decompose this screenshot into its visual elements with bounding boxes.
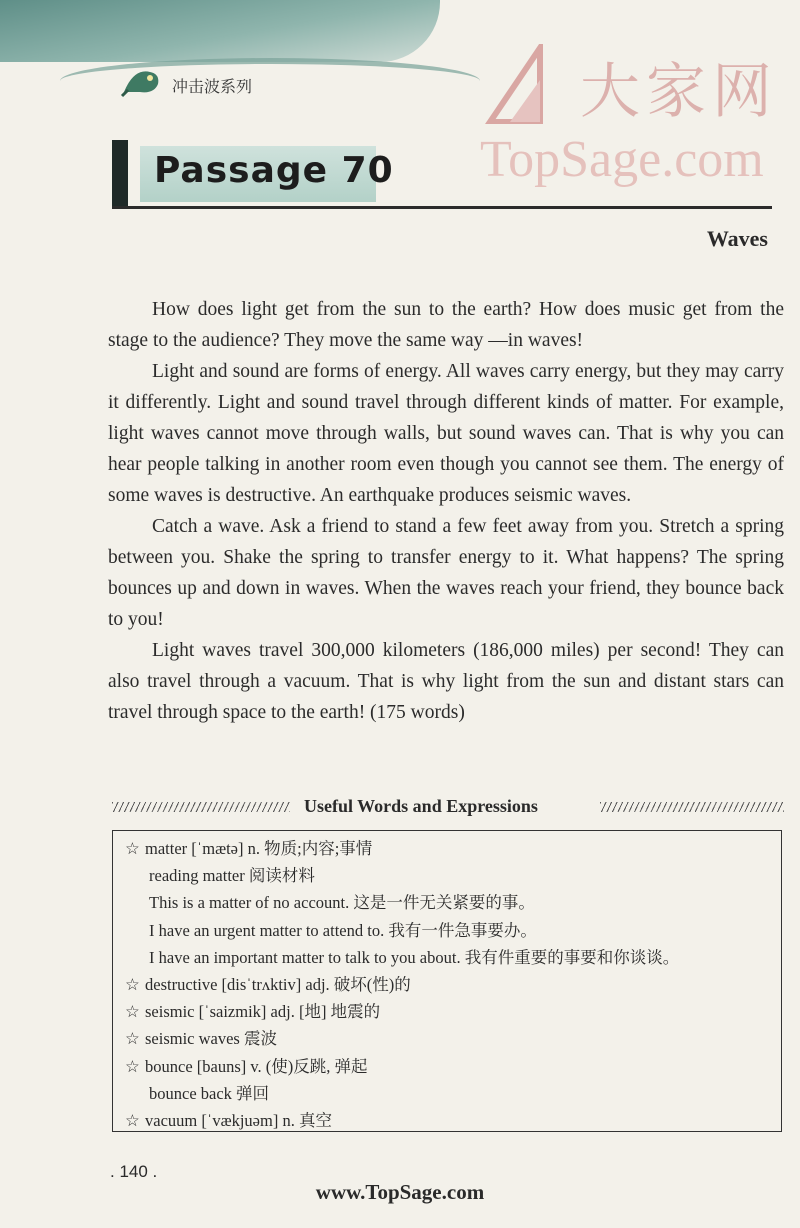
paragraph: Light waves travel 300,000 kilometers (186,000 miles) per second! They can also travel through a vacuum. That is why light from the sun and distant stars can travel through space to the earth! (175 words) <box>108 640 784 723</box>
vocab-example <box>149 862 315 886</box>
vocab-section-header <box>112 796 784 820</box>
vocab-box <box>112 830 782 1132</box>
passage-accent-bar <box>112 140 128 208</box>
watermark-site: TopSage.com <box>480 131 764 188</box>
footer-url: www.TopSage.com <box>315 1180 485 1204</box>
watermark-chinese: 大家网 <box>580 57 778 127</box>
page-number: . 140 . <box>110 1162 158 1181</box>
article-title: Waves <box>706 226 768 251</box>
star-icon: ☆ <box>125 1056 140 1076</box>
paragraph: Catch a wave. Ask a friend to stand a few feet away from you. Stretch a spring between you. Shake the spring to transfer energy to it. What happens? The spring bounces up and down in waves. When the waves reach your friend, they bounce back to you! <box>108 516 784 630</box>
star-icon: ☆ <box>125 1029 140 1049</box>
series-label: 冲击波系列 <box>172 77 253 96</box>
vocab-entry <box>125 835 372 859</box>
vocab-text: seismic waves 震波 <box>145 1029 277 1049</box>
vocab-text: bounce [bauns] v. (使)反跳, 弹起 <box>145 1056 368 1076</box>
vocab-entry <box>125 971 411 995</box>
vocab-text: destructive [disˈtrʌktiv] adj. 破坏(性)的 <box>145 975 411 994</box>
paragraph: How does light get from the sun to the earth? How does music get from the stage to the audience? They move the same way —in waves! <box>108 299 784 351</box>
vocab-text: seismic [ˈsaizmik] adj. [地] 地震的 <box>145 1002 381 1022</box>
vocab-text: This is a matter of no account. 这是一件无关紧要的事。 <box>149 893 535 913</box>
topsage-logo-icon <box>480 44 570 124</box>
vocab-entry <box>125 998 380 1022</box>
paragraph: Light and sound are forms of energy. All waves carry energy, but they may carry it differently. Light and sound travel through different kinds of matter. For example, light waves cannot move through walls, but sound waves can. That is why you can hear people talking in another room even though you cannot see them. The energy of some waves is destructive. An earthquake produces seismic waves. <box>108 361 784 506</box>
vocab-entry <box>125 1053 368 1077</box>
vocab-text: vacuum [ˈvækjuəm] n. 真空 <box>145 1111 332 1130</box>
decorative-slashes <box>112 802 290 812</box>
decorative-slashes <box>600 802 784 812</box>
star-icon: ☆ <box>125 1002 140 1022</box>
vocab-text: I have an urgent matter to attend to. 我有一件急事要办。 <box>149 920 537 940</box>
vocab-entry <box>125 1025 277 1049</box>
passage-underline <box>112 206 772 209</box>
star-icon: ☆ <box>125 839 140 858</box>
vocab-text: reading matter 阅读材料 <box>149 866 315 886</box>
vocab-example <box>149 1080 269 1104</box>
star-icon: ☆ <box>125 975 140 994</box>
mascot-icon <box>120 62 164 98</box>
vocab-text: I have an important matter to talk to you about. 我有件重要的事要和你谈谈。 <box>149 947 680 967</box>
header-band <box>0 0 440 62</box>
vocab-example <box>149 889 535 913</box>
vocab-heading: Useful Words and Expressions <box>304 796 538 816</box>
vocab-example <box>149 917 537 941</box>
article-body <box>108 294 784 728</box>
passage-title: Passage 70 <box>154 150 394 191</box>
star-icon: ☆ <box>125 1111 140 1130</box>
vocab-entry <box>125 1107 332 1131</box>
vocab-text: bounce back 弹回 <box>149 1083 270 1103</box>
vocab-example <box>149 944 679 968</box>
vocab-text: matter [ˈmætə] n. 物质;内容;事情 <box>145 839 373 858</box>
